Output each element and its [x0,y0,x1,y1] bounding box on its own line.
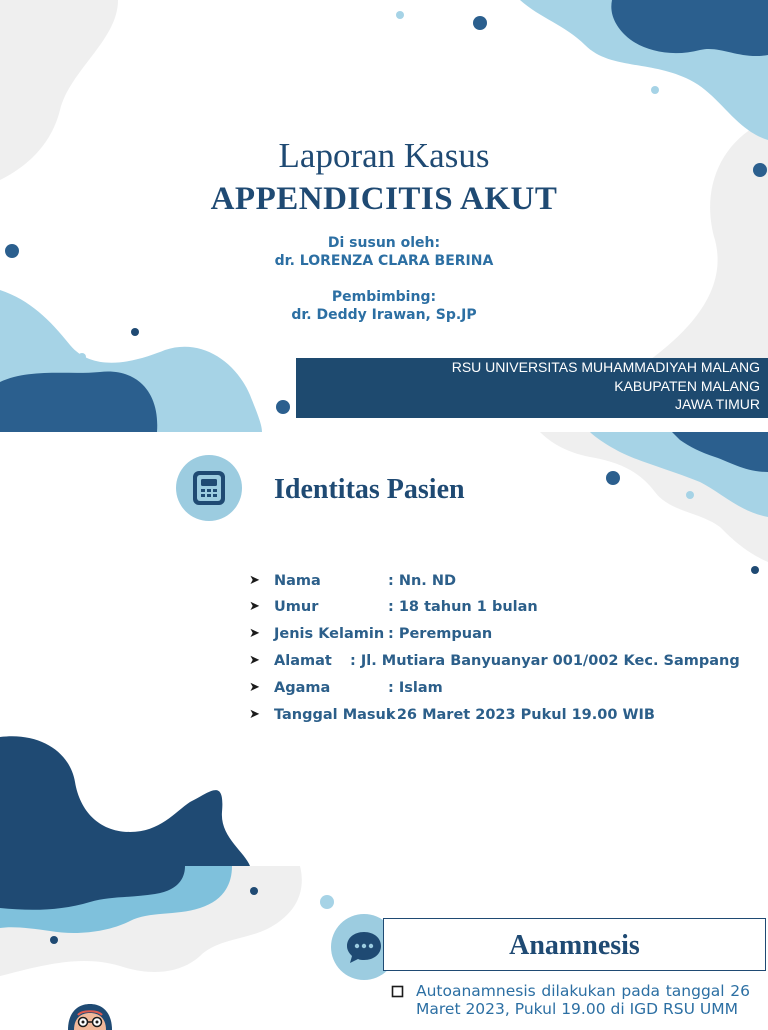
institution-line: JAWA TIMUR [674,396,760,412]
report-title: Laporan Kasus [278,136,490,175]
field-label: Agama [274,680,331,696]
doctor-avatar [64,1000,116,1030]
field-value: : 18 tahun 1 bulan [388,599,538,615]
field-label: Jenis Kelamin [274,626,385,642]
patient-record-icon [176,455,242,521]
field-label: Tanggal Masuk [274,707,396,723]
supervisor-name: dr. Deddy Irawan, Sp.JP [291,307,477,323]
section-title: Identitas Pasien [274,474,465,505]
field-label: Alamat [274,653,332,669]
report-subtitle: APPENDICITIS AKUT [210,181,558,217]
arrow-bullet-icon: ➤ [249,573,260,588]
field-label: Nama [274,573,321,589]
field-value: : Islam [388,680,443,696]
arrow-bullet-icon: ➤ [249,707,260,722]
field-label: Umur [274,599,319,615]
author-name: dr. LORENZA CLARA BERINA [274,253,494,269]
arrow-bullet-icon: ➤ [249,653,260,668]
arrow-bullet-icon: ➤ [249,626,260,641]
institution-banner [296,358,768,418]
arrow-bullet-icon: ➤ [249,680,260,695]
checkbox-bullet-icon [391,985,405,999]
field-value: : Nn. ND [388,573,457,589]
institution-line: RSU UNIVERSITAS MUHAMMADIYAH MALANG [451,359,760,375]
slide-identitas-pasien [0,432,768,866]
author-label: Di susun oleh: [327,235,441,251]
institution-line: KABUPATEN MALANG [614,377,760,394]
field-value: : Jl. Mutiara Banyuanyar 001/002 Kec. Sampang [350,653,740,669]
field-value: : 26 Maret 2023 Pukul 19.00 WIB [386,707,655,723]
slide-title [0,0,768,432]
arrow-bullet-icon: ➤ [249,599,260,614]
supervisor-label: Pembimbing: [331,289,437,305]
field-value: : Perempuan [388,626,493,642]
anamnesis-text: Autoanamnesis dilakukan pada tanggal 26 Maret 2023, Pukul 19.00 di IGD RSU UMM [416,982,750,1018]
section-title: Anamnesis [509,930,640,961]
